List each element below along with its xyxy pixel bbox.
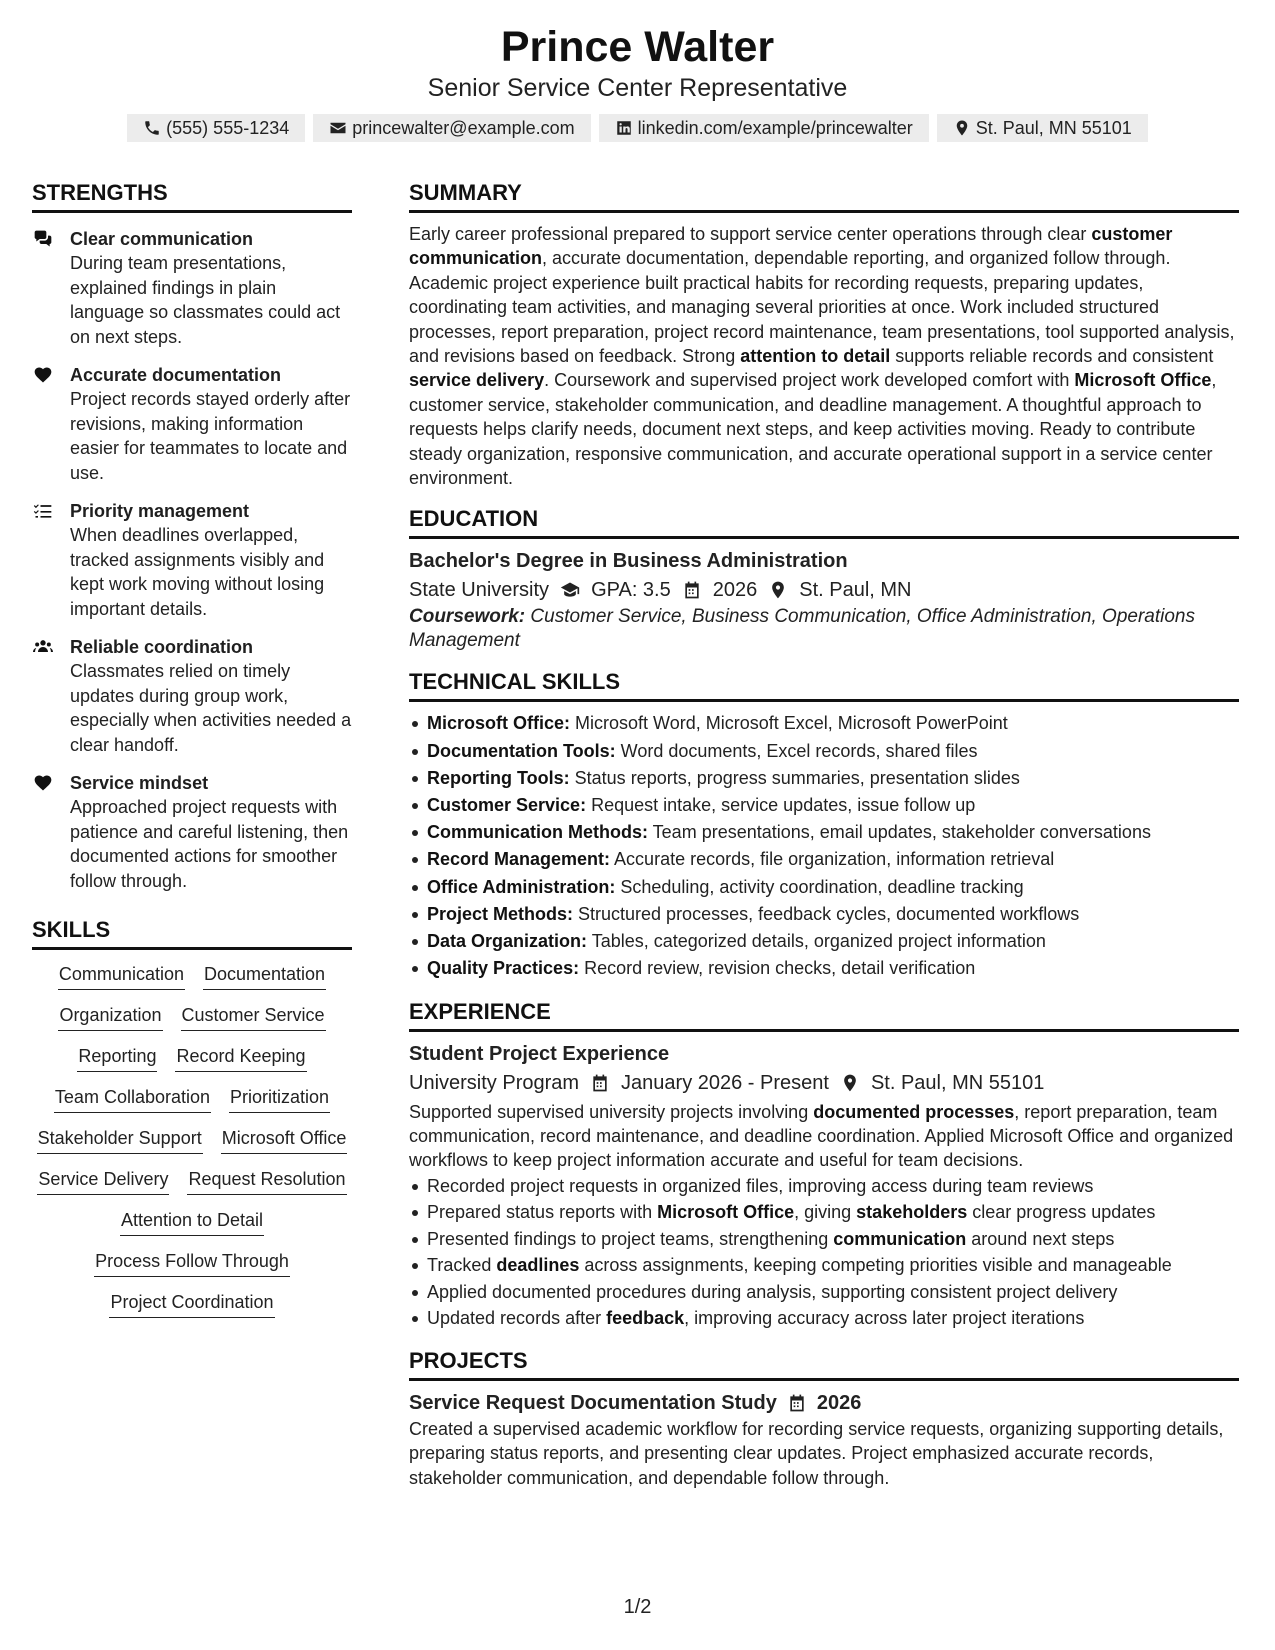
skill-text: Tables, categorized details, organized project information bbox=[587, 931, 1046, 952]
bullet-emphasis: communication bbox=[833, 1228, 967, 1249]
skill-tag: Documentation bbox=[203, 962, 326, 990]
list-item bbox=[409, 1199, 1239, 1226]
strength-item bbox=[32, 771, 352, 893]
degree-title: Bachelor's Degree in Business Administration bbox=[409, 550, 848, 573]
skill-tag: Project Coordination bbox=[109, 1290, 274, 1318]
experience-dates: January 2026 - Present bbox=[621, 1071, 829, 1094]
summary-emphasis: customer communication bbox=[409, 224, 1173, 269]
skill-tag: Record Keeping bbox=[175, 1044, 306, 1072]
linkedin-text: linkedin.com/example/princewalter bbox=[637, 118, 913, 138]
strength-title: Reliable coordination bbox=[70, 637, 254, 657]
strength-title: Clear communication bbox=[70, 229, 254, 249]
phone-text: (555) 555-1234 bbox=[166, 118, 290, 138]
summary-emphasis: Microsoft Office bbox=[1074, 370, 1212, 391]
bullet-text: Tracked bbox=[427, 1255, 497, 1276]
summary-heading: SUMMARY bbox=[409, 178, 1239, 213]
intro-segment: , report preparation, team communication, record maintenance, and deadline coordination. Applied Microsoft Office and organized workflows to keep project information accurate and useful for team decisions. bbox=[409, 1101, 1234, 1171]
experience-meta bbox=[409, 1068, 1239, 1098]
intro-emphasis: documented processes bbox=[813, 1101, 1015, 1122]
skill-tag: Request Resolution bbox=[187, 1167, 346, 1195]
skill-text: Record review, revision checks, detail verification bbox=[579, 958, 976, 979]
technical-skills-list bbox=[409, 710, 1239, 982]
comments-icon bbox=[32, 229, 54, 249]
summary-segment: . Coursework and supervised project work developed comfort with bbox=[544, 370, 1075, 391]
strength-description: Classmates relied on timely updates during group work, especially when activities needed a clear handoff. bbox=[70, 661, 352, 755]
strength-description: When deadlines overlapped, tracked assignments visibly and kept work moving without losing important details. bbox=[70, 525, 325, 619]
location-chip bbox=[937, 114, 1148, 142]
bullet-text: Updated records after bbox=[427, 1308, 607, 1329]
bullet-text: across assignments, keeping competing priorities visible and manageable bbox=[579, 1255, 1172, 1276]
summary-text bbox=[409, 222, 1239, 490]
skill-label: Record Management: bbox=[427, 849, 611, 870]
skill-tag: Team Collaboration bbox=[54, 1085, 211, 1113]
skill-tag: Customer Service bbox=[181, 1003, 326, 1031]
skill-text: Accurate records, file organization, information retrieval bbox=[610, 849, 1055, 870]
strength-item bbox=[32, 499, 352, 621]
users-icon bbox=[32, 637, 54, 657]
list-item bbox=[409, 765, 1239, 792]
skill-text: Team presentations, email updates, stakeholder conversations bbox=[648, 822, 1151, 843]
project-description: Created a supervised academic workflow for recording service requests, organizing supporting details, preparing status reports, and presenting clear updates. Project emphasized accurate records, stakeholder communication, and dependable follow through. bbox=[409, 1418, 1224, 1488]
strength-title: Priority management bbox=[70, 501, 250, 521]
list-item bbox=[409, 738, 1239, 765]
list-check-icon bbox=[32, 501, 54, 521]
phone-icon bbox=[143, 119, 161, 137]
bullet-emphasis: deadlines bbox=[496, 1255, 580, 1276]
projects-heading: PROJECTS bbox=[409, 1346, 1239, 1381]
bullet-emphasis: Microsoft Office bbox=[657, 1202, 795, 1223]
experience-bullets bbox=[409, 1173, 1239, 1332]
bullet-text: , improving accuracy across later project iterations bbox=[684, 1308, 1085, 1329]
education-meta bbox=[409, 575, 1239, 605]
bullet-emphasis: stakeholders bbox=[856, 1202, 968, 1223]
summary-segment: , accurate documentation, dependable reporting, and organized follow through. Academic project experience built practical habits for recording requests, preparing updates, coordinating team activities, and managing several priorities at once. Work included structured processes, report preparation, project record maintenance, team presentations, tool supported analysis, and revisions based on feedback. Strong bbox=[409, 248, 1235, 367]
heart-icon bbox=[32, 773, 54, 793]
location-text: St. Paul, MN 55101 bbox=[975, 118, 1132, 138]
skill-label: Documentation Tools: bbox=[427, 740, 616, 761]
experience-intro bbox=[409, 1100, 1239, 1173]
page-number: 1/2 bbox=[623, 1596, 652, 1618]
skill-tag: Service Delivery bbox=[37, 1167, 169, 1195]
summary-segment: , customer service, stakeholder communication, and deadline management. A thoughtful approach to requests helps clarify needs, document next steps, and keep activities moving. Ready to contribute steady organization, responsive communication, and accurate operational support in a service center environment. bbox=[409, 370, 1217, 489]
bullet-text: Prepared status reports with bbox=[427, 1202, 658, 1223]
project-header bbox=[409, 1389, 1239, 1417]
education-heading: EDUCATION bbox=[409, 504, 1239, 539]
skill-label: Communication Methods: bbox=[427, 822, 648, 843]
list-item bbox=[409, 1279, 1239, 1306]
skill-label: Microsoft Office: bbox=[427, 713, 571, 734]
email-text: princewalter@example.com bbox=[352, 118, 575, 138]
list-item bbox=[409, 955, 1239, 982]
skill-label: Reporting Tools: bbox=[427, 767, 570, 788]
left-column bbox=[32, 178, 352, 1318]
skill-tag: Stakeholder Support bbox=[37, 1126, 203, 1154]
strengths-heading: STRENGTHS bbox=[32, 178, 352, 213]
strength-title: Accurate documentation bbox=[70, 365, 282, 385]
skill-tag: Prioritization bbox=[229, 1085, 330, 1113]
summary-segment: Early career professional prepared to support service center operations through clear bbox=[409, 224, 1092, 244]
skill-label: Data Organization: bbox=[427, 931, 588, 952]
candidate-title: Senior Service Center Representative bbox=[427, 74, 848, 102]
experience-location: St. Paul, MN 55101 bbox=[870, 1071, 1045, 1094]
summary-emphasis: attention to detail bbox=[740, 346, 891, 367]
summary-segment: supports reliable records and consistent bbox=[890, 346, 1214, 367]
project-name: Service Request Documentation Study bbox=[409, 1391, 777, 1414]
skill-tag: Microsoft Office bbox=[221, 1126, 348, 1154]
linkedin-chip[interactable] bbox=[599, 114, 929, 142]
strength-title: Service mindset bbox=[70, 773, 209, 793]
list-item bbox=[409, 901, 1239, 928]
bullet-text: , giving bbox=[794, 1202, 857, 1223]
bullet-text: clear progress updates bbox=[967, 1202, 1156, 1223]
resume-header bbox=[0, 22, 1275, 142]
skill-tag: Communication bbox=[58, 962, 185, 990]
strength-item bbox=[32, 635, 352, 757]
list-item bbox=[409, 1252, 1239, 1279]
email-chip[interactable] bbox=[313, 114, 590, 142]
bullet-text: Applied documented procedures during analysis, supporting consistent project delivery bbox=[427, 1281, 1118, 1302]
skills-list bbox=[32, 962, 352, 1318]
strength-item bbox=[32, 363, 352, 485]
role-title: Student Project Experience bbox=[409, 1042, 670, 1065]
heart-icon bbox=[32, 365, 54, 385]
summary-emphasis: service delivery bbox=[409, 370, 545, 391]
list-item bbox=[409, 846, 1239, 873]
list-item bbox=[409, 792, 1239, 819]
list-item bbox=[409, 819, 1239, 846]
list-item bbox=[409, 1226, 1239, 1253]
skills-heading: SKILLS bbox=[32, 915, 352, 950]
skill-tag: Process Follow Through bbox=[94, 1249, 290, 1277]
map-marker-icon bbox=[767, 580, 789, 600]
coursework bbox=[409, 605, 1239, 653]
bullet-text: around next steps bbox=[966, 1228, 1115, 1249]
list-item bbox=[409, 928, 1239, 955]
intro-segment: Supported supervised university projects involving bbox=[409, 1101, 814, 1122]
technical-skills-heading: TECHNICAL SKILLS bbox=[409, 667, 1239, 702]
project-year: 2026 bbox=[816, 1391, 862, 1414]
list-item bbox=[409, 1173, 1239, 1200]
right-column bbox=[409, 178, 1239, 1490]
school-location: St. Paul, MN bbox=[799, 579, 912, 602]
skill-text: Structured processes, feedback cycles, documented workflows bbox=[573, 903, 1080, 924]
experience-heading: EXPERIENCE bbox=[409, 997, 1239, 1032]
strength-description: Approached project requests with patience and careful listening, then documented actions for smoother follow through. bbox=[70, 797, 349, 891]
candidate-name: Prince Walter bbox=[500, 23, 775, 71]
coursework-label: Coursework: bbox=[409, 606, 526, 628]
skill-text: Microsoft Word, Microsoft Excel, Microsoft PowerPoint bbox=[570, 713, 1008, 734]
list-item bbox=[409, 874, 1239, 901]
strength-description: During team presentations, explained findings in plain language so classmates could act on next steps. bbox=[70, 253, 341, 347]
graduation-year: 2026 bbox=[712, 579, 758, 602]
bullet-text: Recorded project requests in organized files, improving access during team reviews bbox=[427, 1175, 1094, 1196]
gpa-text: GPA: 3.5 bbox=[591, 579, 671, 602]
organization-name: University Program bbox=[409, 1071, 580, 1094]
school-name: State University bbox=[409, 579, 550, 602]
linkedin-icon bbox=[615, 119, 633, 137]
map-marker-icon bbox=[839, 1073, 861, 1093]
calendar-icon bbox=[589, 1073, 611, 1093]
skill-tag: Reporting bbox=[77, 1044, 157, 1072]
calendar-icon bbox=[681, 580, 703, 600]
phone-chip[interactable] bbox=[127, 114, 305, 142]
skill-tag: Attention to Detail bbox=[120, 1208, 264, 1236]
skill-text: Request intake, service updates, issue follow up bbox=[586, 795, 976, 816]
strength-item bbox=[32, 227, 352, 349]
coursework-list: Customer Service, Business Communication, Office Administration, Operations Management bbox=[409, 606, 1195, 652]
bullet-emphasis: feedback bbox=[606, 1308, 685, 1329]
strength-description: Project records stayed orderly after revisions, making information easier for teammates to locate and use. bbox=[70, 389, 351, 483]
skill-label: Quality Practices: bbox=[427, 958, 580, 979]
calendar-icon bbox=[787, 1393, 807, 1413]
skill-text: Scheduling, activity coordination, deadline tracking bbox=[615, 876, 1024, 897]
skill-label: Customer Service: bbox=[427, 795, 587, 816]
skill-tag: Organization bbox=[58, 1003, 162, 1031]
envelope-icon bbox=[329, 119, 347, 137]
skill-label: Office Administration: bbox=[427, 876, 616, 897]
list-item bbox=[409, 710, 1239, 737]
bullet-text: Presented findings to project teams, strengthening bbox=[427, 1228, 834, 1249]
map-marker-icon bbox=[953, 119, 971, 137]
list-item bbox=[409, 1305, 1239, 1332]
skill-text: Word documents, Excel records, shared files bbox=[615, 740, 978, 761]
skill-text: Status reports, progress summaries, presentation slides bbox=[569, 767, 1020, 788]
graduation-cap-icon bbox=[559, 580, 581, 600]
skill-label: Project Methods: bbox=[427, 903, 574, 924]
contact-bar bbox=[0, 114, 1275, 142]
